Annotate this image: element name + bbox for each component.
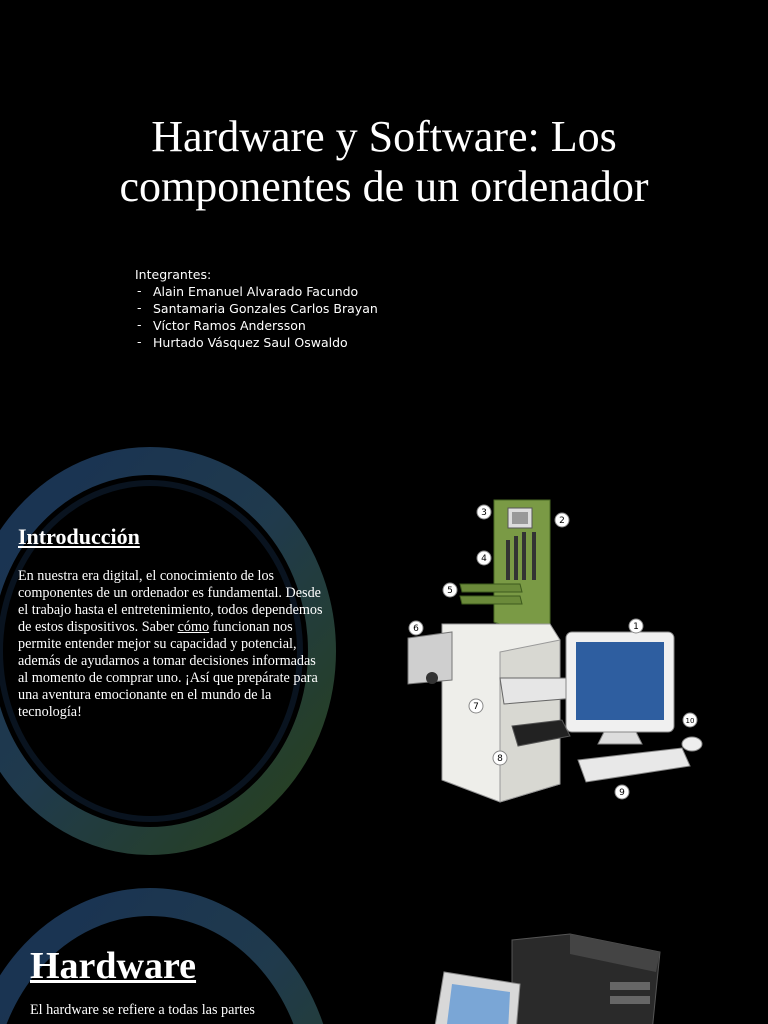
svg-text:1: 1 (633, 622, 639, 632)
svg-text:10: 10 (685, 717, 695, 725)
title-slide (0, 0, 768, 432)
intro-heading: Introducción (18, 524, 140, 549)
presentation-title: Hardware y Software: Los componentes de un ordenador (119, 112, 649, 211)
member-item: - Víctor Ramos Andersson (135, 317, 378, 334)
diagram-label (555, 513, 569, 527)
member-item: - Alain Emanuel Alvarado Facundo (135, 283, 378, 300)
intro-link[interactable]: cómo (177, 619, 210, 635)
svg-text:5: 5 (447, 586, 453, 596)
pc-tower-image (420, 932, 680, 1024)
diagram-label (615, 785, 629, 799)
diagram-label (629, 619, 643, 633)
svg-text:8: 8 (497, 754, 503, 764)
diagram-label (477, 551, 491, 565)
member-item: - Hurtado Vásquez Saul Oswaldo (135, 334, 378, 351)
svg-text:4: 4 (481, 554, 487, 564)
hardware-paragraph: El hardware se refiere a todas las partes (30, 1002, 255, 1018)
intro-text-part: En nuestra era digital, el conocimiento de los componentes de un ordenador es fundamental. Desde el trabajo hasta el entretenimiento, todos dependemos de estos dispositivos. Saber (18, 568, 323, 635)
diagram-label (683, 713, 697, 727)
svg-text:9: 9 (619, 788, 625, 798)
intro-paragraph (18, 568, 328, 721)
member-item: - Santamaria Gonzales Carlos Brayan (135, 300, 378, 317)
intro-slide (0, 436, 768, 868)
computer-components-diagram (400, 492, 710, 812)
diagram-label (409, 621, 423, 635)
diagram-label (493, 751, 507, 765)
svg-text:3: 3 (481, 508, 487, 518)
intro-text-part: funcionan nos permite entender mejor su capacidad y potencial, además de ayudarnos a tomar decisiones informadas al momento de comprar uno. ¡Así que prepárate para una aventura emocionante en el mundo de la tecnología! (18, 619, 318, 720)
members-block (135, 266, 378, 351)
diagram-label (469, 699, 483, 713)
diagram-label (443, 583, 457, 597)
members-list (135, 283, 378, 351)
svg-text:7: 7 (473, 702, 479, 712)
svg-text:2: 2 (559, 516, 565, 526)
diagram-label (477, 505, 491, 519)
hardware-heading: Hardware (30, 945, 197, 987)
svg-text:6: 6 (413, 624, 419, 634)
members-heading: Integrantes: (135, 267, 212, 282)
hardware-slide (0, 872, 768, 1024)
